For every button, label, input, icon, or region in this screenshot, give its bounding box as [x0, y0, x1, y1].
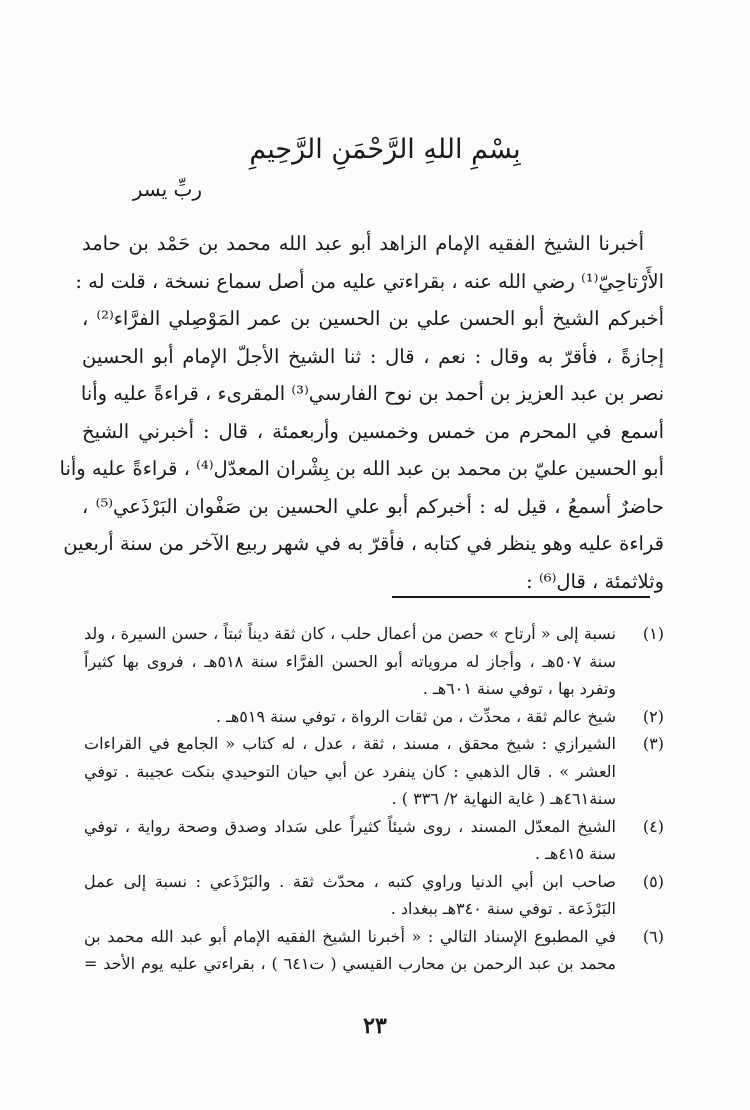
main-line: أبو الحسين عليّ بن محمد بن عبد الله بن بِشْران المعدّل⁽⁴⁾ ، قراءةً عليه وأنا	[59, 457, 664, 480]
main-line: وثلاثمئة ، قال⁽⁶⁾ :	[526, 569, 664, 593]
footnote-line: محمد بن عبد الرحمن بن محارب القيسي ( ت٦٤١ ) ، بقراءتي عليه يوم الأحد =	[84, 954, 616, 973]
page-number: ٢٣	[363, 1013, 387, 1039]
footnote-line: في المطبوع الإسناد التالي : « أخبرنا الشيخ الفقيه الإمام أبو عبد الله محمد بن	[84, 926, 616, 946]
footnote-number: (٤)	[642, 816, 664, 836]
main-line: أخبركم الشيخ أبو الحسن علي بن الحسين بن عمر المَوْصِلي الفرَّاء⁽²⁾ ،	[82, 307, 664, 330]
footnote-line: البَرْذَعة . توفي سنة ٣٤٠هـ ببغداد .	[390, 899, 616, 918]
main-line: الأَرْتاحِيّ⁽¹⁾ رضي الله عنه ، بقراءتي عليه من أصل سماع نسخة ، قلت له :	[75, 269, 664, 293]
main-line: حاضرٌ أسمعُ ، قيل له : أخبركم أبو علي الحسين بن صَفْوان البَرْذَعي⁽⁵⁾ ،	[82, 494, 664, 518]
main-line: نصر بن عبد العزيز بن أحمد بن نوح الفارسي⁽³⁾ المقرىء ، قراءةً عليه وأنا	[80, 382, 664, 405]
basmala: بِسْمِ اللهِ الرَّحْمَنِ الرَّحِيمِ	[249, 134, 521, 165]
footnote-number: (٦)	[642, 926, 664, 946]
footnote-line: نسبة إلى « أرتاح » حصن من أعمال حلب ، كان ثقة ديناً ثبتاً ، حسن السيرة ، ولد	[84, 624, 616, 643]
main-line: إجازةً ، فأقرّ به وقال : نعم ، قال : ثنا الشيخ الأجلّ الإمام أبو الحسين	[82, 344, 664, 368]
footnote-line: سنة٤٦١هـ ( غاية النهاية ٢/ ٣٣٦ ) .	[391, 789, 616, 808]
footnote-line: شيخ عالم ثقة ، محدِّث ، من ثقات الرواة ، توفي سنة ٥١٩هـ .	[215, 706, 616, 726]
footnote-line: الشيخ المعدّل المسند ، روى شيئاً كثيراً على سَداد وصدق وصحة رواية ، توفي	[84, 816, 616, 836]
footnotes	[84, 620, 664, 978]
footnote-6	[84, 923, 664, 978]
footnote-line: سنة ٤١٥هـ .	[535, 844, 616, 863]
main-line: قراءة عليه وهو ينظر في كتابه ، فأقرّ به في شهر ربيع الآخر من سنة أربعين	[63, 532, 664, 555]
footnote-5	[84, 868, 664, 923]
footnote-line: سنة ٥٠٧هـ ، وأجاز له مروياته أبو الحسن الفرَّاء سنة ٥١٨هـ ، فروى بها كثيراً	[84, 651, 617, 671]
footnote-number: (٣)	[642, 734, 664, 753]
footnote-3	[84, 730, 664, 813]
main-text	[59, 225, 664, 600]
main-line: أخبرنا الشيخ الفقيه الإمام الزاهد أبو عبد الله محمد بن حَمْد بن حامد	[82, 232, 644, 255]
footnote-separator	[392, 596, 650, 598]
footnote-number: (١)	[642, 624, 664, 643]
footnote-number: (٢)	[642, 706, 664, 726]
footnote-number: (٥)	[642, 871, 664, 891]
footnote-line: صاحب ابن أبي الدنيا وراوي كتبه ، محدّث ثقة . والبَرْذَعي : نسبة إلى عمل	[84, 871, 616, 891]
footnote-line: الشيرازي : شيخ محقق ، مسند ، ثقة ، عدل ، له كتاب « الجامع في القراءات	[84, 734, 616, 753]
invocation: ربِّ يسر	[132, 177, 202, 201]
main-line: أسمع في المحرم من خمس وخمسين وأربعمئة ، قال : أخبرني الشيخ	[82, 419, 664, 443]
footnote-1	[84, 620, 664, 703]
footnote-4	[84, 813, 664, 868]
footnote-line: العشر » . قال الذهبي : كان ينفرد عن أبي حيان التوحيدي بنكت عجيبة . توفي	[84, 761, 616, 781]
footnote-line: وتفرد بها ، توفي سنة ٦٠١هـ .	[422, 679, 616, 698]
footnote-2	[84, 703, 664, 731]
